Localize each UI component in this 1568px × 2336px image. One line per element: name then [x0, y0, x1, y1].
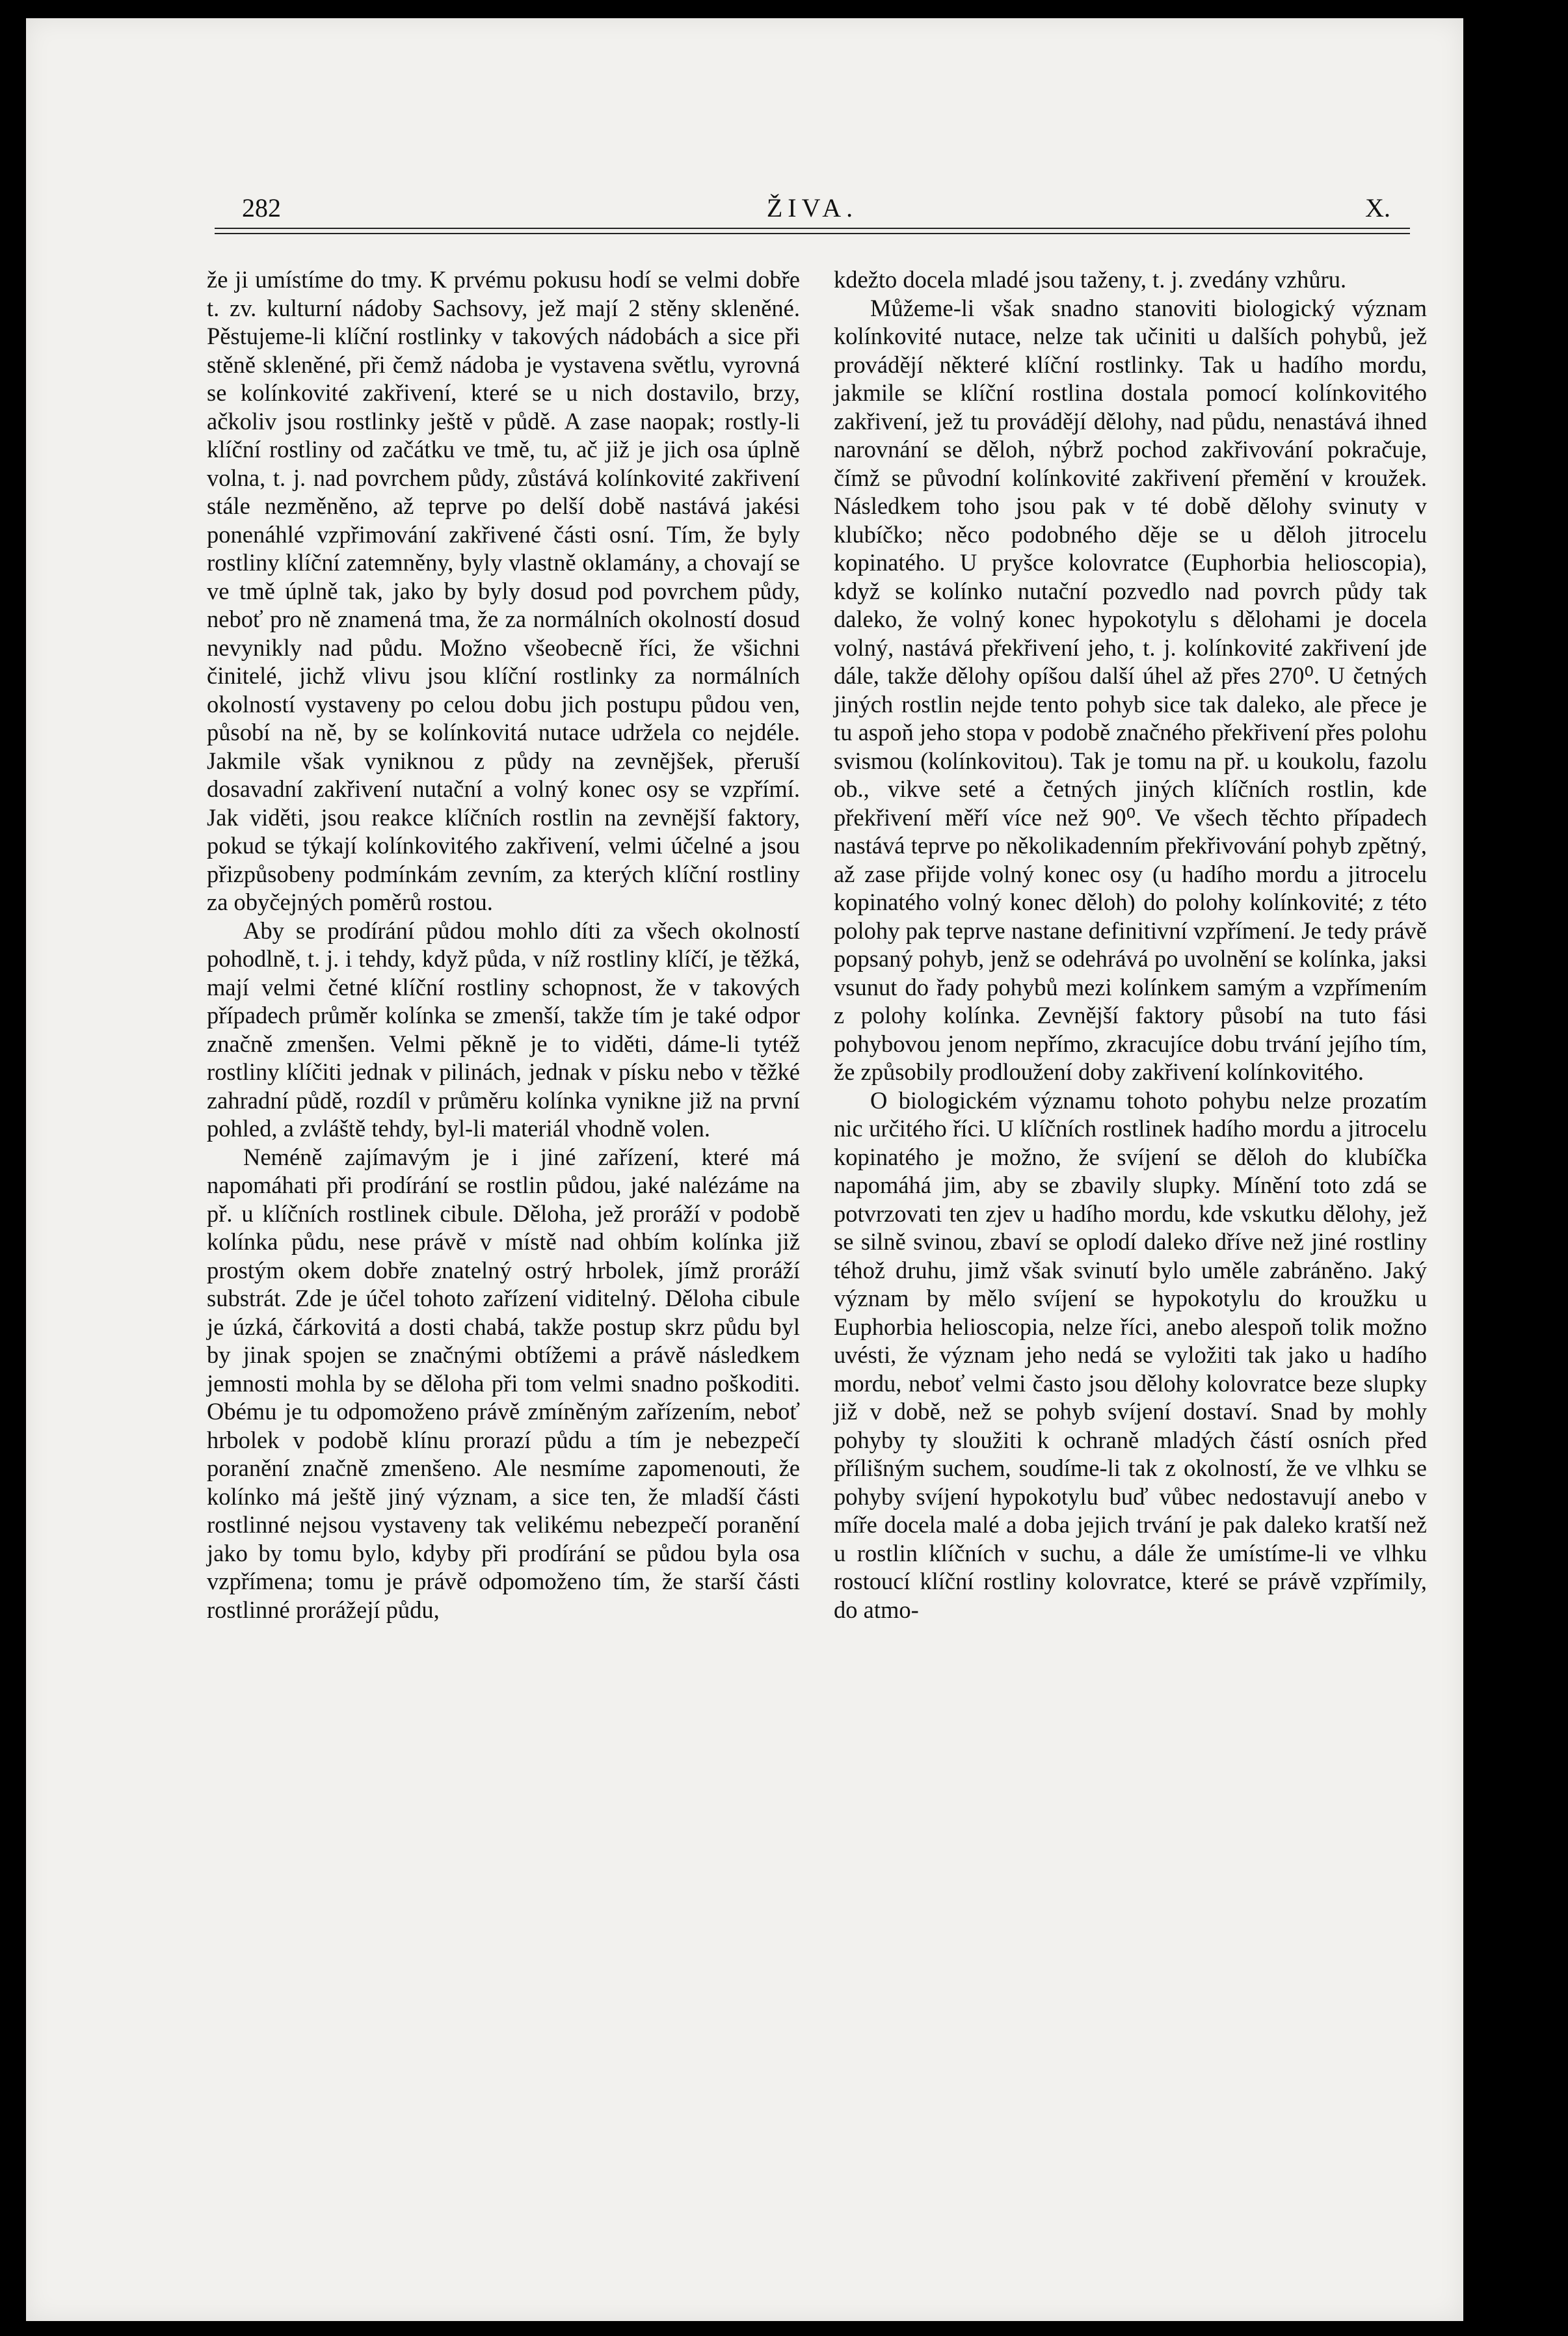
paragraph: O biologickém významu tohoto pohybu nelze prozatím nic určitého říci. U klíčních rostlinek hadího mordu a jitrocelu kopinatého je možno, že svíjení se děloh do klubíčka napomáhá jim, aby se zbavily slupky. Mínění toto zdá se potvrzovati ten zjev u hadího mordu, kde vskutku dělohy, jež se silně svinou, zbaví se oplodí daleko dříve než jiné rostliny téhož druhu, jimž však svinutí bylo uměle zabráněno. Jaký význam by mělo svíjení se hypokotylu do kroužku u Euphorbia helioscopia, nelze říci, anebo alespoň tolik možno uvésti, že význam jeho nedá se vyložiti tak jako u hadího mordu, neboť velmi často jsou dělohy kolovratce beze slupky již v době, než se pohyb svíjení dostaví. Snad by mohly pohyby ty sloužiti k ochraně mladých částí osních před přílišným suchem, soudíme-li tak z okolností, že ve vlhku se pohyby svíjení hypokotylu buď vůbec nedostavují anebo v míře docela malé a doba jejich trvání je pak daleko kratší než u rostlin klíčních v suchu, a dále že umístíme-li ve vlhku rostoucí klíční rostliny kolovratce, které se právě vzpřímily, do atmo- [834, 1086, 1427, 1623]
header-rule-top [215, 228, 1410, 229]
paragraph: že ji umístíme do tmy. K prvému pokusu hodí se velmi dobře t. zv. kulturní nádoby Sachsovy, jež mají 2 stěny skleněné. Pěstujeme-li klíční rostlinky v takových nádobách a sice při stěně skleněné, při čemž nádoba je vystavena světlu, vyrovná se kolínkovité zakřivení, které se u nich dostavilo, brzy, ačkoliv jsou rostlinky ještě v půdě. A zase naopak; rostly-li klíční rostliny od začátku ve tmě, tu, ač již je jich osa úplně volna, t. j. nad povrchem půdy, zůstává kolínkovité zakřivení stále nezměněno, až teprve po delší době nastává jakési ponenáhlé vzpřimování zakřivené části osní. Tím, že byly rostliny klíční zatemněny, byly vlastně oklamány, a chovají se ve tmě úplně tak, jako by byly dosud pod povrchem půdy, neboť pro ně znamená tma, že za normálních okolností dosud nevynikly nad půdu. Možno všeobecně říci, že všichni činitelé, jichž vlivu jsou klíční rostlinky za normálních okolností vystaveny po celou dobu jich postupu půdou ven, působí na ně, by se kolínkovitá nutace udržela co nejdéle. Jakmile však vyniknou z půdy na zevnějšek, přeruší dosavadní zakřivení nutační a volný konec osy se vzpřímí. Jak viděti, jsou reakce klíčních rostlin na zevnější faktory, pokud se týkají kolínkovitého zakřivení, velmi účelné a jsou přizpůsobeny podmínkám zevním, za kterých klíční rostliny za obyčejných poměrů rostou. [207, 266, 800, 915]
left-column [207, 265, 800, 1624]
right-column [834, 265, 1427, 1624]
journal-title: ŽIVA. [766, 193, 858, 222]
header-rule-bottom [215, 233, 1410, 234]
paragraph: Aby se prodírání půdou mohlo díti za všech okolností pohodlně, t. j. i tehdy, když půda, v níž rostliny klíčí, je těžká, mají velmi četné klíční rostliny schopnost, že v takových případech průměr kolínka se zmenší, takže tím je také odpor značně zmenšen. Velmi pěkně je to viděti, dáme-li tytéž rostliny klíčiti jednak v pilinách, jednak v písku nebo v těžké zahradní půdě, rozdíl v průměru kolínka vynikne již na první pohled, a zvláště tehdy, byl-li materiál vhodně volen. [207, 917, 800, 1142]
scanned-page [26, 18, 1463, 2321]
page-number: 282 [242, 193, 281, 222]
paragraph: kdežto docela mladé jsou taženy, t. j. zvedány vzhůru. [834, 266, 1347, 293]
paragraph: Neméně zajímavým je i jiné zařízení, které má napomáhati při prodírání se rostlin půdou, jaké nalézáme na př. u klíčních rostlinek cibule. Děloha, jež proráží v podobě kolínka půdu, nese právě v místě nad ohbím kolínka již prostým okem dobře znatelný ostrý hrbolek, jímž proráží substrát. Zde je účel tohoto zařízení viditelný. Děloha cibule je úzká, čárkovitá a dosti chabá, takže postup skrz půdu byl by jinak spojen se značnými obtížemi a právě následkem jemnosti mohla by se děloha při tom velmi snadno poškoditi. Obému je tu odpomoženo právě zmíněným zařízením, neboť hrbolek v podobě klínu prorazí půdu a tím je nebezpečí poranění značně zmenšeno. Ale nesmíme zapomenouti, že kolínko má ještě jiný význam, a sice ten, že mladší části rostlinné nejsou vystaveny tak velikému nebezpečí poranění jako by tomu bylo, kdyby při prodírání se půdou byla osa vzpřímena; tomu je právě odpomoženo tím, že starší části rostlinné prorážejí půdu, [207, 1143, 800, 1623]
volume-number: X. [1365, 193, 1390, 222]
paragraph: Můžeme-li však snadno stanoviti biologický význam kolínkovité nutace, nelze tak učiniti u dalších pohybů, jež provádějí některé klíční rostlinky. Tak u hadího mordu, jakmile se klíční rostlina dostala pomocí kolínkovitého zakřivení, jež tu provádějí dělohy, nad půdu, nenastává ihned narovnání se děloh, nýbrž pochod zakřivování pokračuje, čímž se původní kolínkovité zakřivení přemění v kroužek. Následkem toho jsou pak v té době dělohy svinuty v klubíčko; něco podobného děje se u děloh jitrocelu kopinatého. U pryšce kolovratce (Euphorbia helioscopia), když se kolínko nutační pozvedlo nad povrch půdy tak daleko, že volný konec hypokotylu s dělohami je docela volný, nastává překřivení jeho, t. j. kolínkovité zakřivení jde dále, takže dělohy opíšou další úhel až přes 270⁰. U četných jiných rostlin nejde tento pohyb sice tak daleko, ale přece je tu aspoň jeho stopa v podobě značného překřivení přes polohu svismou (kolínkovitou). Tak je tomu na př. u koukolu, fazolu ob., vikve seté a četných jiných klíčních rostlin, kde překřivení měří více než 90⁰. Ve všech těchto případech nastává teprve po několikadenním překřivování pohyb zpětný, až zase přijde volný konec osy (u hadího mordu a jitrocelu kopinatého volný konec děloh) do polohy kolínkovité; z této polohy pak teprve nastane definitivní vzpřímení. Je tedy právě popsaný pohyb, jenž se odehrává po uvolnění se kolínka, jaksi vsunut do řady pohybů mezi kolínkem samým a vzpřímením z polohy kolínka. Zevnější faktory působí na tuto fási pohybovou jenom nepřímo, zkracujíce dobu trvání jejího tím, že způsobily prodloužení doby zakřivení kolínkovitého. [834, 294, 1427, 1085]
